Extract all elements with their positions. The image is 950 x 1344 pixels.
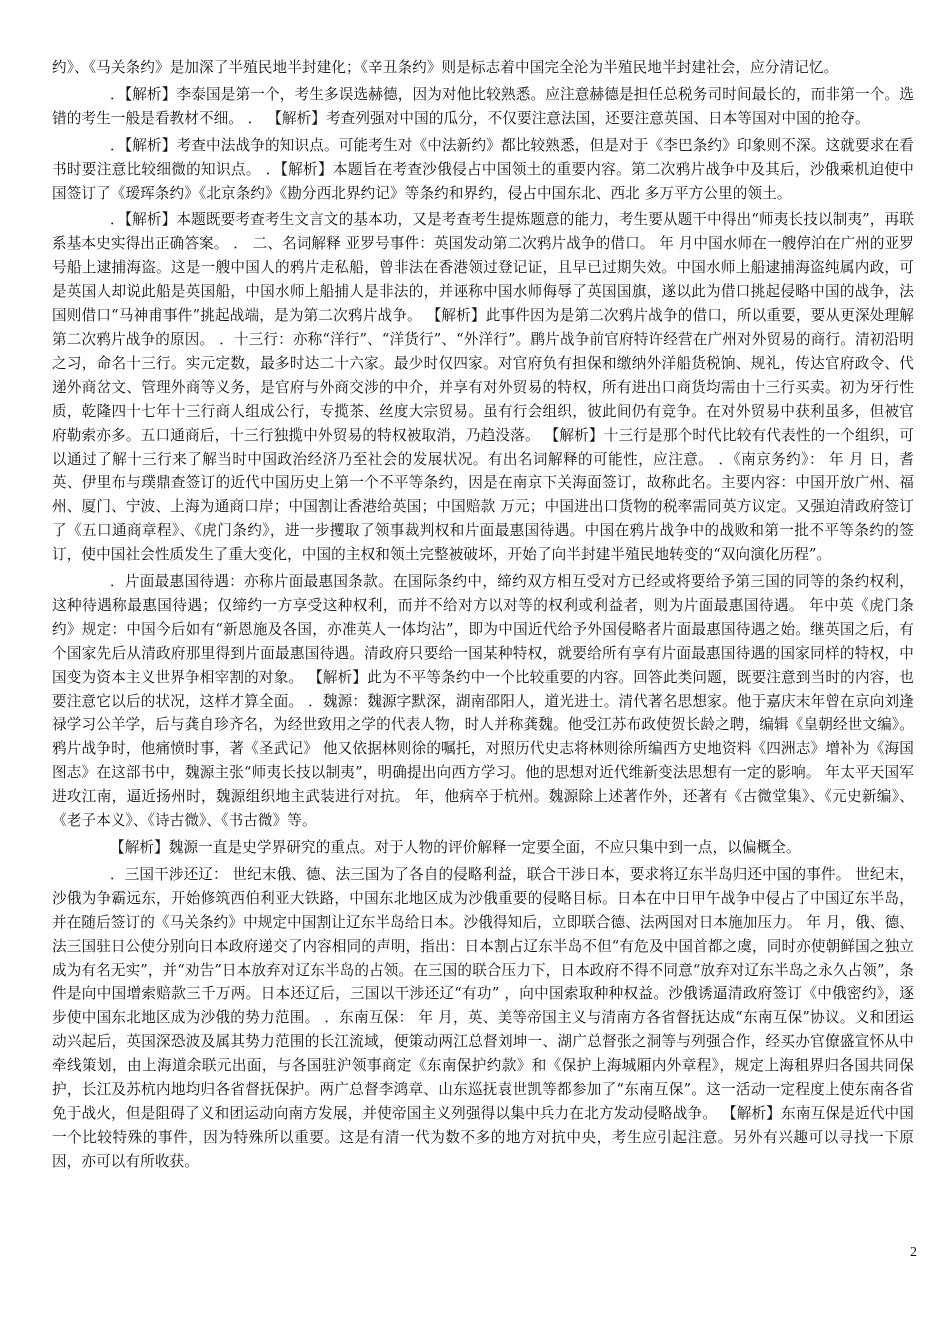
page-number: 2 — [910, 1245, 917, 1260]
paragraph-6: 【解析】魏源一直是史学界研究的重点。对于人物的评价解释一定要全面，不应只集中到一点，以偏概全。 — [110, 839, 801, 856]
document-page — [52, 56, 914, 1177]
paragraph-1: 约》、《马关条约》是加深了半殖民地半封建化；《辛丑条约》则是标志着中国完全沦为半殖民地半封建社会，应分清记忆。 — [52, 59, 839, 76]
paragraph-4: ．【解析】本题既要考查考生文言文的基本功，又是考查考生提炼题意的能力，考生要从题干中得出“师夷长技以制夷”，再联系基本史实得出正确答案。 ． 二、名词解释 亚罗号事件：英国发动第二次鸦片战争的借口。 年 月中国水师在一艘停泊在广州的亚罗号船上逮捕海盗。这是一艘中国人的鸦片走私船，曾非法在香港领过登记证，且早已过期失效。中国水师上船逮捕海盗纯属内政，可是英国人却说此船是英国船，中国水师上船捕人是非法的，并诬称中国水师侮辱了英国国旗，遂以此为借口挑起侵略中国的战争，法国则借口“马神甫事件”挑起战端，是为第二次鸦片战争。 【解析】此事件因为是第二次鸦片战争的借口，所以重要，要从更深处理解第二次鸦片战争的原因。 ．十三行：亦称“洋行”、“洋货行”、“外洋行”。鹛片战争前官府特许经营在广州对外贸易的商行。清初沿明之习，命名十三行。实元定数，最多时达二十六家。最少时仅四家。对官府负有担保和缴纳外洋船货税饷、规礼，传达官府政令、代递外商岔文、管理外商等义务，是官府与外商交涉的中介，并享有对外贸易的特权，所有进出口商货均需由十三行买卖。初为牙行性质，乾隆四十七年十三行商人组成公行，专揽茶、丝度大宗贸易。虽有行会组织，彼此间仍有竞争。在对外贸易中获利虽多，但被官府勒索亦多。五口通商后，十三行独揽中外贸易的特权被取消，乃趋没落。 【解析】十三行是那个时代比较有代表性的一个组织，可以通过了解十三行来了解当时中国政治经济乃至社会的发展状况。有出名词解释的可能性，应注意。 ．《南京务约》： 年 月 日，耆英、伊里布与璞鼎查签订的近代中国历史上第一个不平等条约，因是在南京下关海面签订，故称此名。主要内容：中国开放广州、福州、厦门、宁波、上海为通商口岸；中国割让香港给英国；中国赔款 万元；中国进出口货物的税率需同英方议定。又强迫清政府签订了《五口通商章程》、《虎门条约》，进一步攫取了领事裁判权和片面最惠国待遇。中国在鸦片战争中的战败和第一批不平等条约的签订，使中国社会性质发生了重大变化，中国的主权和领土完整被破坏，开始了向半封建半殖民地转变的“双向演化历程”。 — [52, 211, 914, 564]
paragraph-2: ．【解析】李泰国是第一个，考生多误选赫德，因为对他比较熟悉。应注意赫德是担任总税务司时间最长的，而非第一个。选错的考生一般是看教材不细。 ． 【解析】考查列强对中国的瓜分，不仅要注意法国，还要注意英国、日本等国对中国的抢夺。 — [52, 85, 914, 127]
paragraph-5: ．片面最惠国待遇：亦称片面最惠国条款。在国际条约中，缔约双方相互受对方已经或将要给予第三国的同等的条约权利，这种待遇称最惠国待遇；仅缔约一方享受这种权利，而并不给对方以对等的权利或利益者，则为片面最惠国待遇。 年中英《虎门条约》规定：中国今后如有“新恩施及各国，亦准英人一体均沾”，即为中国近代给予外国侵略者片面最惠国待遇之始。继英国之后，有 个国家先后从清政府那里得到片面最惠国待遇。清政府只要给一国某种特权，就要给所有享有片面最惠国待遇的国家同样的特权，中国变为资本主义世界争相宰割的对象。 【解析】此为不平等条约中一个比较重要的内容。回答此类问题，既要注意到当时的内容，也要注意它以后的状况，这样才算全面。 ．魏源：魏源字默深，湖南邵阳人，道光进士。清代著名思想家。他于嘉庆末年曾在京向刘逢禄学习公羊学，后与龚自珍齐名，为经世致用之学的代表人物，时人并称龚魏。他受江苏布政使贺长龄之聘，编辑《皇朝经世文编》。鸦片战争时，他痛愤时事，著《圣武记》 他又依据林则徐的嘱托，对照历代史志将林则徐所编西方史地资料《四洲志》增补为《海国图志》在这部书中，魏源主张“师夷长技以制夷”，明确提出向西方学习。他的思想对近代维新变法思想有一定的影响。 年太平天国军进攻江南，逼近扬州时，魏源组织地主武装进行对抗。 年，他病卒于杭州。魏源除上述著作外，还著有《古微堂集》、《元史新编》、《老子本义》、《诗古微》、《书古微》等。 — [52, 573, 914, 830]
paragraph-7: ．三国干涉还辽： 世纪末俄、德、法三国为了各自的侵略利益，联合干涉日本，要求将辽东半岛归还中国的事件。 世纪末，沙俄为争霸远东，开始修筑西伯利亚大铁路，中国东北地区成为沙俄重要的侵略目标。日本在中日甲午战争中侵占了中国辽东半岛，并在随后签订的《马关条约》中规定中国割让辽东半岛给日本。沙俄得知后，立即联合德、法两国对日本施加压力。 年 月，俄、德、法三国驻日公使分别向日本政府递交了内容相同的声明，指出：日本割占辽东半岛不但“有危及中国首都之虞，同时亦使朝鲜国之独立成为有名无实”，并“劝告”日本放弃对辽东半岛的占领。在三国的联合压力下，日本政府不得不同意“放弃对辽东半岛之永久占领”，条件是向中国增索赔款三千万两。日本还辽后，三国以干涉还辽“有功” ，向中国索取种种权益。沙俄诱逼清政府签订《中俄密约》，逐步使中国东北地区成为沙俄的势力范围。 ．东南互保： 年 月，英、美等帝国主义与清南方各省督抚达成“东南互保”协议。义和团运动兴起后，英国深恐波及属其势力范围的长江流域，便策动两江总督刘坤一、湖广总督张之洞等与列强合作，经买办官僚盛宣怀从中牵线策划，由上海道余联元出面，与各国驻沪领事商定《东南保护约款》和《保护上海城厢内外章程》，规定上海租界归各国共同保护，长江及苏杭内地均归各省督抚保护。两广总督李鸿章、山东巡抚袁世凯等都参加了“东南互保”。这一活动一定程度上使东南各省免于战火，但是阻碍了义和团运动向南方发展，并使帝国主义列强得以集中兵力在北方发动侵略战争。 【解析】东南互保是近代中国一个比较特殊的事件，因为特殊所以重要。这是有清一代为数不多的地方对抗中央，考生应引起注意。另外有兴趣可以寻找一下原因，亦可以有所收获。 — [52, 865, 914, 1170]
paragraph-3: ．【解析】考查中法战争的知识点。可能考生对《中法新约》都比较熟悉，但是对于《李巴条约》印象则不深。这就要求在看书时要注意比较细微的知识点。 ．【解析】本题旨在考查沙俄侵占中国领土的重要内容。第二次鸦片战争中及其后，沙俄乘机迫使中国签订了《瑷珲条约》《北京条约》《勘分西北界约记》等条约和界约，侵占中国东北、西北 多万平方公里的领土。 — [52, 136, 914, 202]
